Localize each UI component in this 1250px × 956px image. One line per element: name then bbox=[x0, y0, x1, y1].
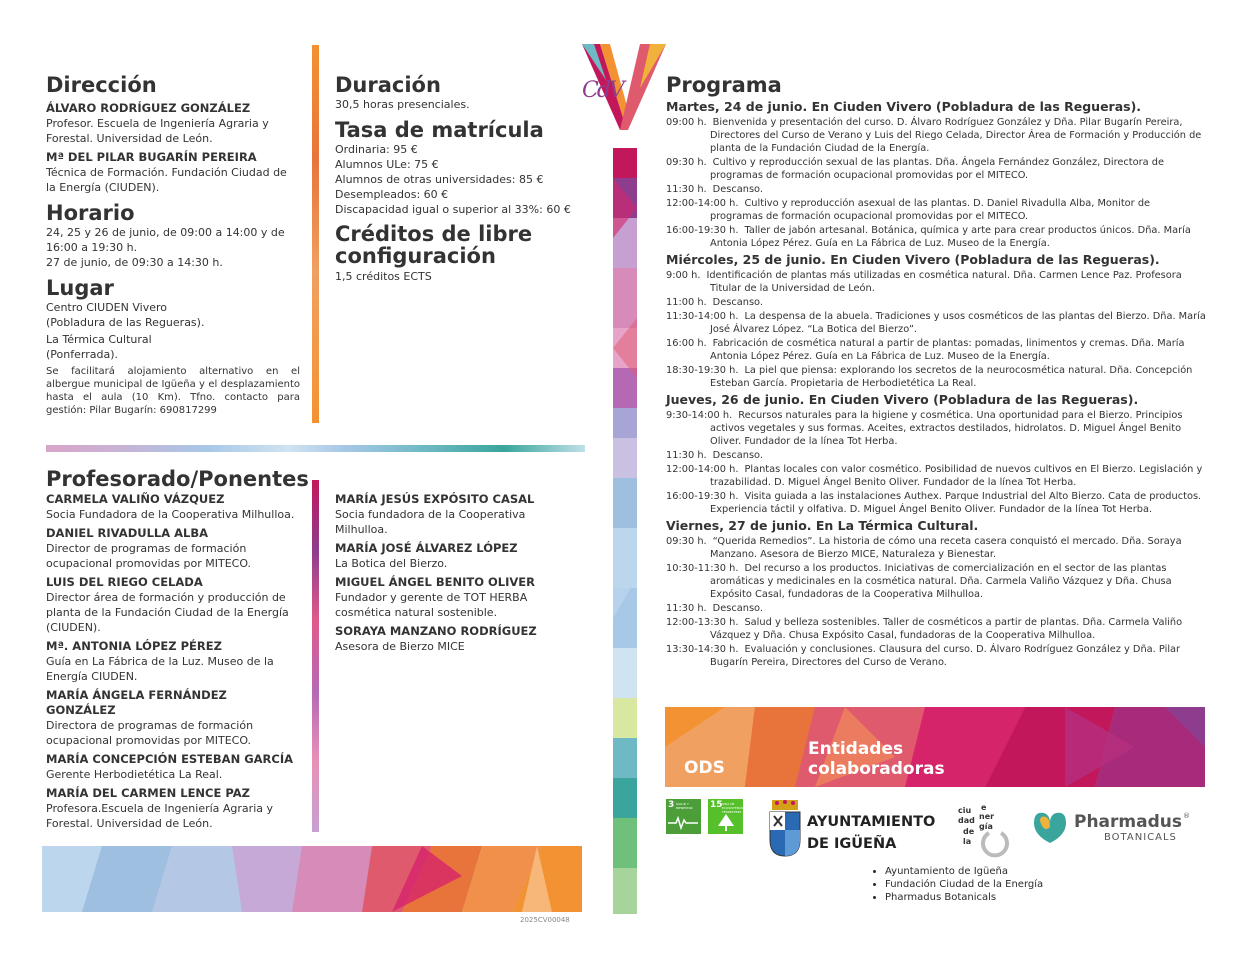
programa-section bbox=[666, 73, 1206, 670]
schedule-time: 10:30-11:30 h. bbox=[666, 563, 739, 574]
speaker-role: Directora de programas de formación ocupacional promovidas por MITECO. bbox=[46, 719, 254, 747]
speaker-role: Guía en La Fábrica de la Luz. Museo de la Energía CIUDEN. bbox=[46, 655, 274, 683]
schedule-text: Cultivo y reproducción asexual de las plantas. D. Daniel Rivadulla Alba, Monitor de programas de formación ocupacional promovidas por el MITECO. bbox=[710, 198, 1151, 222]
day-heading: Jueves, 26 de junio. En Ciuden Vivero (Pobladura de las Regueras). bbox=[666, 392, 1139, 407]
schedule-text: Evaluación y conclusiones. Clausura del curso. D. Álvaro Rodríguez González y Dña. Pilar Bugarín Pereira, Directores del Curso de Verano. bbox=[710, 644, 1181, 668]
schedule-text: Visita guiada a las instalaciones Authex. Parque Industrial del Alto Bierzo. Cata de productos. Experiencia táctil y olfativa. D. Miguel Ángel Benito Oliver. Fundador de la línea Tot Herba. bbox=[710, 491, 1202, 515]
director-2-role: Técnica de Formación. Fundación Ciudad de la Energía (CIUDEN). bbox=[46, 166, 287, 194]
speaker-name: CARMELA VALIÑO VÁZQUEZ bbox=[46, 492, 225, 506]
schedule-text: Taller de jabón artesanal. Botánica, química y arte para crear productos únicos. Dña. María Antonia López Pérez. Guía en La Fábrica de Luz. Museo de la Energía. bbox=[710, 225, 1191, 249]
schedule-row bbox=[666, 156, 1206, 182]
schedule-row bbox=[666, 364, 1206, 390]
schedule-row bbox=[666, 224, 1206, 250]
schedule-time: 09:30 h. bbox=[666, 536, 707, 547]
schedule-text: Recursos naturales para la higiene y cosmética. Una oportunidad para el Bierzo. Principios activos vegetales y sus formas. Aceites, extractos destilados, hidrolatos. D. Miguel Ángel Benito Oliver. Fundador de la línea Tot Herba. bbox=[710, 410, 1183, 447]
day-block bbox=[666, 252, 1206, 390]
lugar-place-1-detail: (Pobladura de las Regueras). bbox=[46, 316, 205, 329]
entity-item: • Pharmadus Botanicals bbox=[885, 891, 1043, 904]
day-heading: Martes, 24 de junio. En Ciuden Vivero (Pobladura de las Regueras). bbox=[666, 99, 1142, 114]
logo-cdv bbox=[580, 40, 670, 132]
lugar-note: Se facilitará alojamiento alternativo en el albergue municipal de Igüeña y el desplazamiento hasta el aula (10 Km). Tfno. contacto para gestión: Pilar Bugarín: 690817299 bbox=[46, 366, 300, 416]
creditos-text: 1,5 créditos ECTS bbox=[335, 270, 432, 283]
entity-item: • Ayuntamiento de Igüeña bbox=[885, 865, 1043, 878]
speaker-role: Profesora.Escuela de Ingeniería Agraria y Forestal. Universidad de León. bbox=[46, 802, 273, 830]
tasa-line: Ordinaria: 95 € bbox=[335, 143, 418, 156]
entities-list bbox=[873, 865, 1043, 904]
schedule-text: Descanso. bbox=[712, 603, 763, 614]
schedule-text: Fabricación de cosmética natural a partir de plantas: pomadas, linimentos y cremas. Dña. María Antonia López Pérez. Guía en La Fábrica de Luz. Museo de la Energía. bbox=[710, 338, 1185, 362]
schedule-row bbox=[666, 116, 1206, 155]
schedule-text: Bienvenida y presentación del curso. D. Álvaro Rodríguez González y Dña. Pilar Bugarín Pereira, Directores del Curso de Verano y Luis del Riego Celada, Director Área de Formación y Producción de planta de la Fundación Ciudad de la Energía. bbox=[710, 117, 1202, 154]
schedule-text: La despensa de la abuela. Tradiciones y usos cosméticos de las plantas del Bierzo. Dña. María José Álvarez López. “La Botica del Bierzo”. bbox=[710, 311, 1206, 335]
ciuden-logo-text-7: gía bbox=[979, 822, 993, 831]
tasa-line: Alumnos de otras universidades: 85 € bbox=[335, 173, 544, 186]
schedule-row bbox=[666, 197, 1206, 223]
schedule-row bbox=[666, 337, 1206, 363]
schedule-time: 9:30-14:00 h. bbox=[666, 410, 733, 421]
director-1-name: ÁLVARO RODRÍGUEZ GONZÁLEZ bbox=[46, 101, 251, 115]
ciuden-logo-text-5: e bbox=[981, 803, 987, 812]
schedule-row bbox=[666, 183, 1206, 196]
power-ring-icon bbox=[979, 827, 1011, 859]
director-1-role: Profesor. Escuela de Ingeniería Agraria y Forestal. Universidad de León. bbox=[46, 117, 269, 145]
speaker-name: MARÍA JESÚS EXPÓSITO CASAL bbox=[335, 492, 535, 506]
document-code: 2025CV00048 bbox=[520, 916, 570, 924]
speaker-role: Socia Fundadora de la Cooperativa Milhulloa. bbox=[46, 508, 295, 521]
day-block bbox=[666, 99, 1206, 250]
day-block bbox=[666, 392, 1206, 516]
ayuntamiento-line-1: AYUNTAMIENTO bbox=[807, 814, 936, 830]
pharmadus-logo-sub: BOTANICALS bbox=[1104, 832, 1177, 843]
profesorado-left-list bbox=[46, 488, 296, 831]
tasa-line: Desempleados: 60 € bbox=[335, 188, 449, 201]
ciuden-logo-text-4: la bbox=[963, 837, 972, 846]
schedule-row bbox=[666, 616, 1206, 642]
ciuden-logo-text-3: de bbox=[963, 827, 975, 836]
banner-ods: ODS bbox=[684, 758, 725, 778]
sdg-3-badge bbox=[666, 799, 701, 834]
speaker-role: Socia fundadora de la Cooperativa Milhulloa. bbox=[335, 508, 526, 536]
duracion-text: 30,5 horas presenciales. bbox=[335, 98, 470, 111]
direccion-title: Dirección bbox=[46, 73, 157, 97]
ciuden-logo-text-1: ciu bbox=[958, 806, 972, 815]
schedule-row bbox=[666, 643, 1206, 669]
schedule-time: 11:30-14:00 h. bbox=[666, 311, 739, 322]
speaker-name: SORAYA MANZANO RODRÍGUEZ bbox=[335, 624, 537, 638]
ciuden-logo-text-2: dad bbox=[958, 816, 975, 825]
day-heading: Miércoles, 25 de junio. En Ciuden Vivero (Pobladura de las Regueras). bbox=[666, 252, 1160, 267]
speaker-name: MARÍA ÁNGELA FERNÁNDEZ GONZÁLEZ bbox=[46, 688, 227, 717]
info-section bbox=[335, 73, 575, 284]
schedule-text: Descanso. bbox=[712, 450, 763, 461]
duracion-title: Duración bbox=[335, 73, 441, 97]
schedule-text: “Querida Remedios”. La historia de cómo una receta casera conquistó el mercado. Dña. Soraya Manzano. Asesora de Bierzo MICE, Naturaleza y Bienestar. bbox=[710, 536, 1182, 560]
speaker-role: Fundador y gerente de TOT HERBA cosmética natural sostenible. bbox=[335, 591, 528, 619]
decor-bar-2 bbox=[312, 480, 319, 832]
schedule-row bbox=[666, 490, 1206, 516]
profesorado-title: Profesorado/Ponentes bbox=[46, 467, 309, 491]
director-2-name: Mª DEL PILAR BUGARÍN PEREIRA bbox=[46, 150, 257, 164]
sdg-15-label: VIDA DE ECOSISTEMAS TERRESTRES bbox=[722, 802, 744, 814]
schedule-text: Descanso. bbox=[712, 184, 763, 195]
schedule-row bbox=[666, 269, 1206, 295]
igueña-coat-of-arms-icon bbox=[768, 800, 802, 858]
programa-title: Programa bbox=[666, 73, 782, 97]
tasa-line: Discapacidad igual o superior al 33%: 60 € bbox=[335, 203, 571, 216]
schedule-text: Del recurso a los productos. Iniciativas de comercialización en el sector de las plantas aromáticas y medicinales en la cosmética natural. Dña. Carmela Valiño Vázquez y Dña. Chusa Expósito Casal, fundadoras de la Cooperativa Milhulloa. bbox=[710, 563, 1172, 600]
speaker-name: MARÍA JOSÉ ÁLVAREZ LÓPEZ bbox=[335, 541, 518, 555]
speaker-name: DANIEL RIVADULLA ALBA bbox=[46, 526, 209, 540]
speaker-role: Director área de formación y producción de planta de la Fundación Ciudad de la Energía (CIUDEN). bbox=[46, 591, 289, 634]
decor-spine bbox=[613, 148, 637, 914]
pharmadus-logo-text: Pharmadus bbox=[1074, 812, 1182, 832]
schedule-time: 16:00-19:30 h. bbox=[666, 225, 739, 236]
schedule-text: Plantas locales con valor cosmético. Posibilidad de nuevos cultivos en El Bierzo. Legislación y trazabilidad. D. Miguel Ángel Benito Oliver. Fundador de la línea Tot Herba. bbox=[710, 464, 1203, 488]
decor-mosaic-bottom bbox=[42, 846, 582, 912]
sdg-15-badge bbox=[708, 799, 743, 834]
speaker-name: LUIS DEL RIEGO CELADA bbox=[46, 575, 203, 589]
sdg-3-label: SALUD Y BIENESTAR bbox=[676, 802, 693, 810]
speaker-role: Asesora de Bierzo MICE bbox=[335, 640, 465, 653]
pharmadus-reg-mark: ® bbox=[1183, 812, 1190, 820]
schedule-row bbox=[666, 562, 1206, 601]
schedule-row bbox=[666, 296, 1206, 309]
schedule-text: Salud y belleza sostenibles. Taller de cosméticos a partir de plantas. Dña. Carmela Valiño Vázquez y Dña. Chusa Expósito Casal, fundadoras de la Cooperativa Milhulloa. bbox=[710, 617, 1183, 641]
profesorado-right-list bbox=[335, 488, 575, 654]
speaker-role: Gerente Herbodietética La Real. bbox=[46, 768, 223, 781]
schedule-time: 11:30 h. bbox=[666, 450, 707, 461]
schedule-time: 16:00 h. bbox=[666, 338, 707, 349]
schedule-row bbox=[666, 409, 1206, 448]
schedule-row bbox=[666, 602, 1206, 615]
schedule-row bbox=[666, 449, 1206, 462]
lugar-place-2: La Térmica Cultural bbox=[46, 333, 152, 346]
speaker-role: La Botica del Bierzo. bbox=[335, 557, 448, 570]
day-heading: Viernes, 27 de junio. En La Térmica Cultural. bbox=[666, 518, 979, 533]
speaker-name: Mª. ANTONIA LÓPEZ PÉREZ bbox=[46, 639, 222, 653]
schedule-time: 12:00-14:00 h. bbox=[666, 198, 739, 209]
schedule-text: La piel que piensa: explorando los secretos de la neurocosmética natural. Dña. Concepción Esteban García. Propietaria de Herbodietética La Real. bbox=[710, 365, 1193, 389]
lugar-place-1: Centro CIUDEN Vivero bbox=[46, 301, 167, 314]
tasa-title: Tasa de matrícula bbox=[335, 118, 544, 142]
day-block bbox=[666, 518, 1206, 669]
schedule-time: 16:00-19:30 h. bbox=[666, 491, 739, 502]
tasa-line: Alumnos ULe: 75 € bbox=[335, 158, 439, 171]
schedule-row bbox=[666, 463, 1206, 489]
ayuntamiento-line-2: DE IGÜEÑA bbox=[807, 836, 897, 852]
entity-item: • Fundación Ciudad de la Energía bbox=[885, 878, 1043, 891]
schedule-time: 09:30 h. bbox=[666, 157, 707, 168]
heartbeat-icon bbox=[668, 816, 698, 830]
ciuden-logo-text-6: ner bbox=[979, 812, 995, 821]
pharmadus-leaf-icon bbox=[1030, 809, 1070, 845]
schedule-row bbox=[666, 310, 1206, 336]
schedule-text: Cultivo y reproducción sexual de las plantas. Dña. Ángela Fernández González, Directora de programas de formación ocupacional promovidas por el MITECO. bbox=[710, 157, 1165, 181]
horario-line-1: 24, 25 y 26 de junio, de 09:00 a 14:00 y de 16:00 a 19:30 h. bbox=[46, 226, 285, 254]
speaker-name: MIGUEL ÁNGEL BENITO OLIVER bbox=[335, 575, 535, 589]
decor-strip-horizontal bbox=[46, 445, 585, 452]
schedule-time: 13:30-14:30 h. bbox=[666, 644, 739, 655]
schedule-row bbox=[666, 535, 1206, 561]
speaker-name: MARÍA DEL CARMEN LENCE PAZ bbox=[46, 786, 250, 800]
sdg-15-number: 15 bbox=[710, 800, 723, 810]
schedule-time: 11:00 h. bbox=[666, 297, 707, 308]
lugar-place-2-detail: (Ponferrada). bbox=[46, 348, 118, 361]
speaker-role: Director de programas de formación ocupacional promovidas por MITECO. bbox=[46, 542, 252, 570]
logo-letters: CdV bbox=[582, 78, 623, 103]
decor-bar-1 bbox=[312, 45, 319, 423]
creditos-title: Créditos de libre configuración bbox=[335, 222, 533, 268]
schedule-text: Identificación de plantas más utilizadas en cosmética natural. Dña. Carmen Lence Paz. Profesora Titular de la Universidad de León. bbox=[706, 270, 1182, 294]
lugar-title: Lugar bbox=[46, 276, 114, 300]
schedule-time: 11:30 h. bbox=[666, 603, 707, 614]
schedule-time: 9:00 h. bbox=[666, 270, 701, 281]
schedule-time: 11:30 h. bbox=[666, 184, 707, 195]
horario-line-2: 27 de junio, de 09:30 a 14:30 h. bbox=[46, 256, 223, 269]
ciuden-logo bbox=[955, 803, 1015, 859]
tree-icon bbox=[716, 814, 736, 832]
speaker-name: MARÍA CONCEPCIÓN ESTEBAN GARCÍA bbox=[46, 752, 294, 766]
horario-title: Horario bbox=[46, 201, 135, 225]
banner-entidades: Entidades colaboradoras bbox=[808, 739, 945, 779]
schedule-time: 12:00-13:30 h. bbox=[666, 617, 739, 628]
direccion-section bbox=[46, 73, 300, 417]
schedule-text: Descanso. bbox=[712, 297, 763, 308]
schedule-time: 18:30-19:30 h. bbox=[666, 365, 739, 376]
schedule-time: 09:00 h. bbox=[666, 117, 707, 128]
schedule-time: 12:00-14:00 h. bbox=[666, 464, 739, 475]
sdg-3-number: 3 bbox=[668, 800, 675, 810]
ayuntamiento-logo-text bbox=[807, 811, 935, 855]
